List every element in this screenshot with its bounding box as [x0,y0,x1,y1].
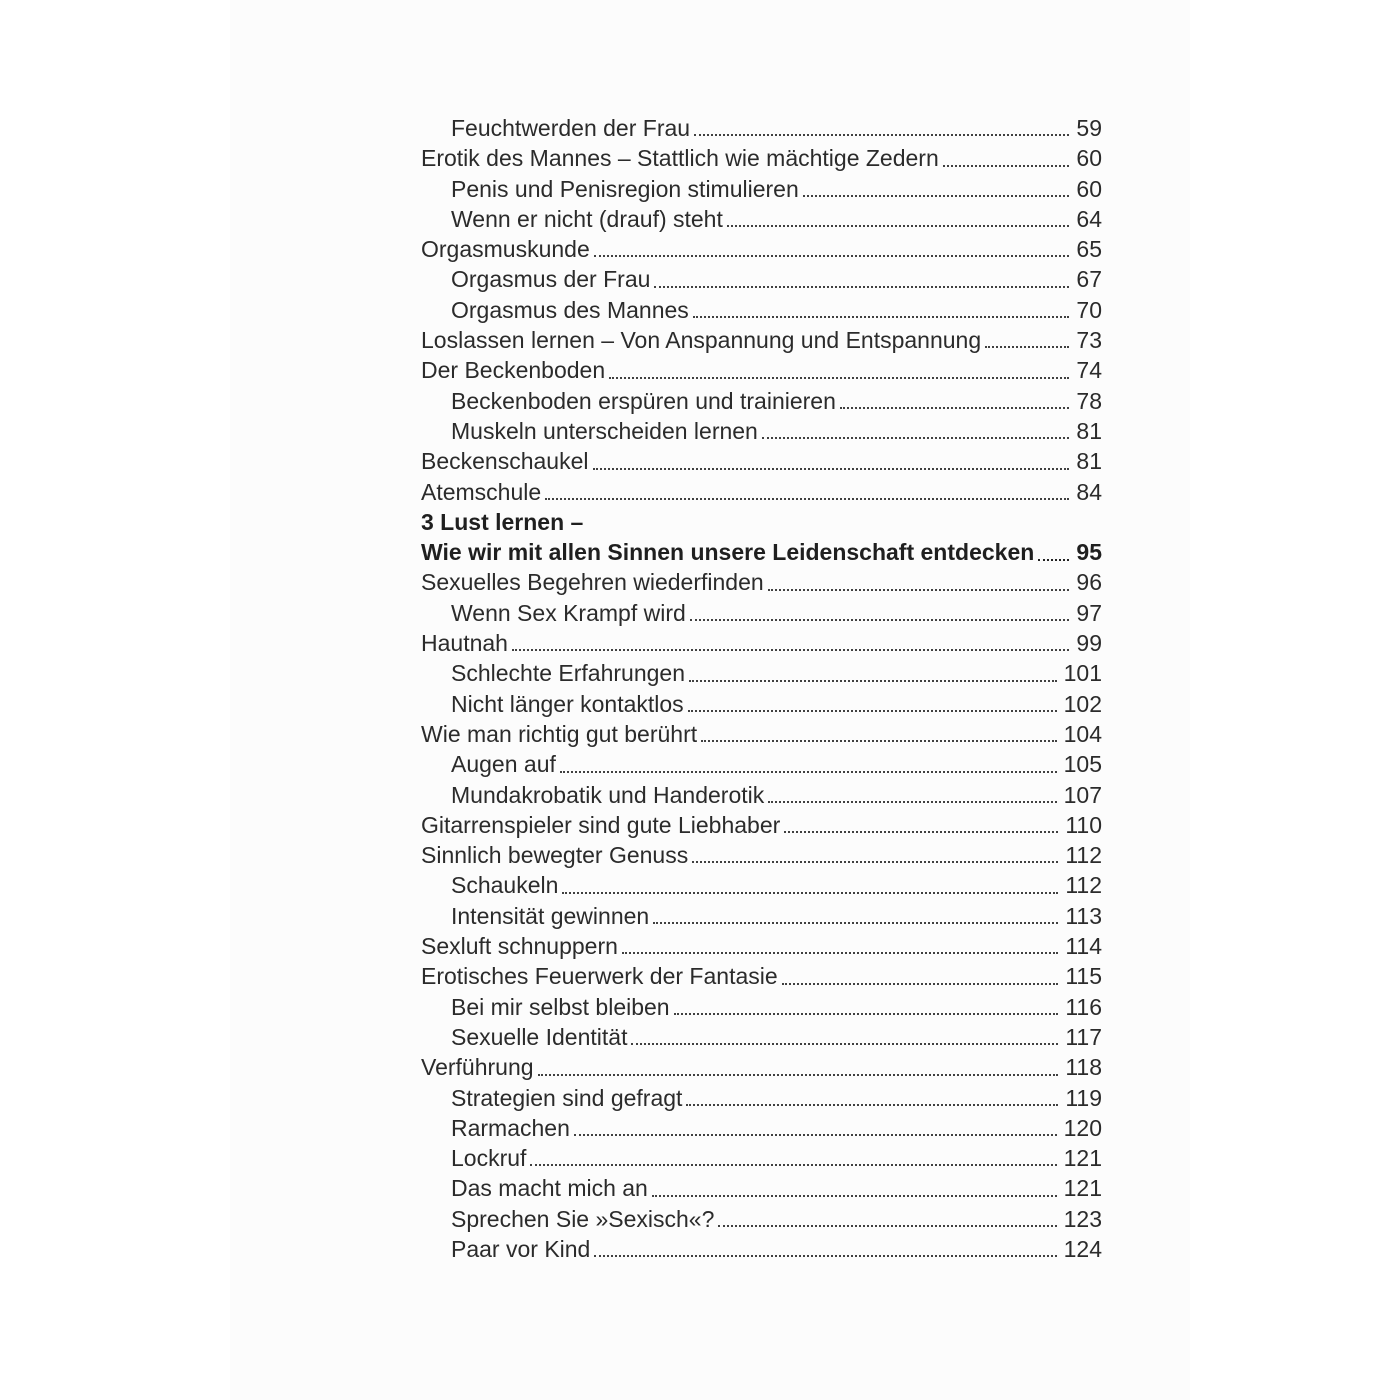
toc-entry-title: Gitarrenspieler sind gute Liebhaber [421,811,781,838]
dot-leader [782,983,1059,985]
toc-entry [421,355,1102,385]
dot-leader [694,134,1069,136]
toc-entry-page: 105 [1063,751,1102,778]
toc-entry-title: Paar vor Kind [451,1235,591,1262]
toc-entry [421,325,1102,355]
toc-entry-page: 60 [1076,145,1102,172]
dot-leader [688,710,1057,712]
toc-entry [421,174,1102,204]
dot-leader [768,589,1070,591]
toc-entry-page: 121 [1063,1175,1102,1202]
dot-leader [689,680,1057,682]
toc-entry-title: Orgasmus des Mannes [451,296,689,323]
toc-entry [421,567,1102,597]
toc-entry-title: Sexuelle Identität [451,1023,628,1050]
toc-entry [421,810,1102,840]
toc-entry-page: 102 [1063,690,1102,717]
toc-entry-title: Wie man richtig gut berührt [421,720,698,747]
toc-entry-page: 123 [1063,1205,1102,1232]
toc-entry-title: Penis und Penisregion stimulieren [451,175,799,202]
toc-entry-title: Sprechen Sie »Sexisch«? [451,1205,715,1232]
toc-entry [421,416,1102,446]
toc-entry-page: 121 [1063,1145,1102,1172]
toc-entry-title: Erotisches Feuerwerk der Fantasie [421,963,778,990]
toc-entry-title: Rarmachen [451,1114,570,1141]
toc-entry-title: Intensität gewinnen [451,902,650,929]
toc-entry-title: Schaukeln [451,872,559,899]
dot-leader [562,892,1058,894]
toc-entry-title: Bei mir selbst bleiben [451,993,670,1020]
dot-leader [653,922,1058,924]
dot-leader [594,1255,1056,1257]
toc-entry-page: 84 [1076,478,1102,505]
toc-entry-page: 117 [1065,1023,1102,1050]
toc-entry [421,477,1102,507]
toc-entry-page: 114 [1065,933,1102,960]
dot-leader [943,165,1070,167]
dot-leader [574,1134,1057,1136]
toc-entry [421,840,1102,870]
toc-entry-page: 110 [1065,811,1102,838]
toc-entry [421,386,1102,416]
dot-leader [652,1195,1057,1197]
toc-entry-title: Wenn Sex Krampf wird [451,599,686,626]
toc-entry-page: 119 [1065,1084,1102,1111]
toc-entry-page: 65 [1076,236,1102,263]
toc-entry-title: Orgasmuskunde [421,236,590,263]
toc-entry-title: Orgasmus der Frau [451,266,651,293]
dot-leader [593,468,1070,470]
toc-entry-page: 101 [1063,660,1102,687]
toc-entry-title: Beckenboden erspüren und trainieren [451,387,836,414]
toc-entry [421,1113,1102,1143]
toc-entry [421,749,1102,779]
toc-entry-page: 112 [1065,872,1102,899]
dot-leader [690,619,1070,621]
toc-entry-title: Sinnlich bewegter Genuss [421,842,689,869]
toc-entry-page: 124 [1063,1235,1102,1262]
dot-leader [538,1074,1059,1076]
toc-entry-page: 96 [1076,569,1102,596]
toc-entry-title: Atemschule [421,478,542,505]
toc-entry-page: 99 [1076,630,1102,657]
toc-entry-page: 60 [1076,175,1102,202]
toc-entry [421,870,1102,900]
toc-entry-page: 81 [1076,417,1102,444]
toc-entry-title: Nicht länger kontaktlos [451,690,684,717]
dot-leader [693,316,1070,318]
dot-leader [768,801,1056,803]
toc-entry-title: Loslassen lernen – Von Anspannung und Entspannung [421,327,982,354]
toc-entry-page: 115 [1065,963,1102,990]
toc-entry-title: Beckenschaukel [421,448,589,475]
toc-entry [421,1234,1102,1264]
toc-entry-title: Wie wir mit allen Sinnen unsere Leidenschaft entdecken [421,539,1035,566]
toc-entry-page: 120 [1063,1114,1102,1141]
toc-entry-title: Augen auf [451,751,556,778]
dot-leader [840,407,1070,409]
dot-leader [784,831,1058,833]
toc-entry [421,719,1102,749]
toc-entry-page: 97 [1076,599,1102,626]
toc-entry-page: 81 [1076,448,1102,475]
dot-leader [985,346,1069,348]
toc-entry [421,689,1102,719]
toc-entry-page: 70 [1076,296,1102,323]
toc-entry [421,1083,1102,1113]
toc-entry-page: 116 [1065,993,1102,1020]
toc-entry [421,204,1102,234]
toc-entry-title: Sexluft schnuppern [421,933,618,960]
dot-leader [686,1104,1058,1106]
toc-entry-page: 118 [1065,1054,1102,1081]
toc-entry-page: 112 [1065,842,1102,869]
toc-entry-page: 104 [1063,720,1102,747]
dot-leader [631,1043,1058,1045]
toc-entry [421,901,1102,931]
toc-entry-page: 74 [1076,357,1102,384]
toc-entry-title: Das macht mich an [451,1175,648,1202]
toc-entry-page: 73 [1076,327,1102,354]
toc-entry-page: 78 [1076,387,1102,414]
toc-entry [421,1143,1102,1173]
toc-entry [421,507,1102,537]
dot-leader [594,255,1070,257]
dot-leader [718,1225,1056,1227]
toc-entry [421,1052,1102,1082]
toc-entry [421,113,1102,143]
toc-entry [421,295,1102,325]
toc-entry [421,1204,1102,1234]
toc-entry-title: Mundakrobatik und Handerotik [451,781,765,808]
toc-entry-page: 64 [1076,205,1102,232]
toc-entry [421,1173,1102,1203]
toc-entry [421,537,1102,567]
toc-entry-page: 67 [1076,266,1102,293]
dot-leader [762,437,1070,439]
toc-entry-title: Erotik des Mannes – Stattlich wie mächtige Zedern [421,145,939,172]
dot-leader [803,195,1070,197]
toc-entry [421,446,1102,476]
toc-entry-page: 107 [1063,781,1102,808]
toc-entry-title: Wenn er nicht (drauf) steht [451,205,723,232]
toc-entry [421,264,1102,294]
toc-entry [421,931,1102,961]
dot-leader [674,1013,1059,1015]
toc-entry-page: 59 [1076,115,1102,141]
table-of-contents [421,113,1102,1264]
toc-entry [421,598,1102,628]
toc-entry-page: 95 [1076,539,1102,566]
dot-leader [545,498,1069,500]
dot-leader [1038,559,1069,561]
toc-entry-title: Der Beckenboden [421,357,606,384]
toc-entry-page: 113 [1065,902,1102,929]
toc-entry-title: Sexuelles Begehren wiederfinden [421,569,764,596]
toc-entry [421,992,1102,1022]
dot-leader [622,952,1058,954]
toc-entry [421,1022,1102,1052]
toc-entry [421,234,1102,264]
dot-leader [560,771,1057,773]
dot-leader [512,649,1069,651]
toc-entry-title: Hautnah [421,630,508,657]
toc-entry-title: Verführung [421,1054,534,1081]
toc-entry [421,961,1102,991]
toc-entry-title: Strategien sind gefragt [451,1084,683,1111]
toc-entry [421,143,1102,173]
toc-entry-title: Lockruf [451,1145,527,1172]
toc-entry-title: Schlechte Erfahrungen [451,660,685,687]
dot-leader [530,1164,1056,1166]
dot-leader [692,861,1058,863]
toc-entry-title: 3 Lust lernen – [421,508,584,535]
toc-entry [421,780,1102,810]
dot-leader [609,377,1069,379]
toc-entry-title: Feuchtwerden der Frau [451,115,691,141]
toc-entry [421,658,1102,688]
toc-entry [421,628,1102,658]
toc-entry-title: Muskeln unterscheiden lernen [451,417,758,444]
dot-leader [654,286,1069,288]
dot-leader [727,225,1070,227]
dot-leader [701,740,1057,742]
